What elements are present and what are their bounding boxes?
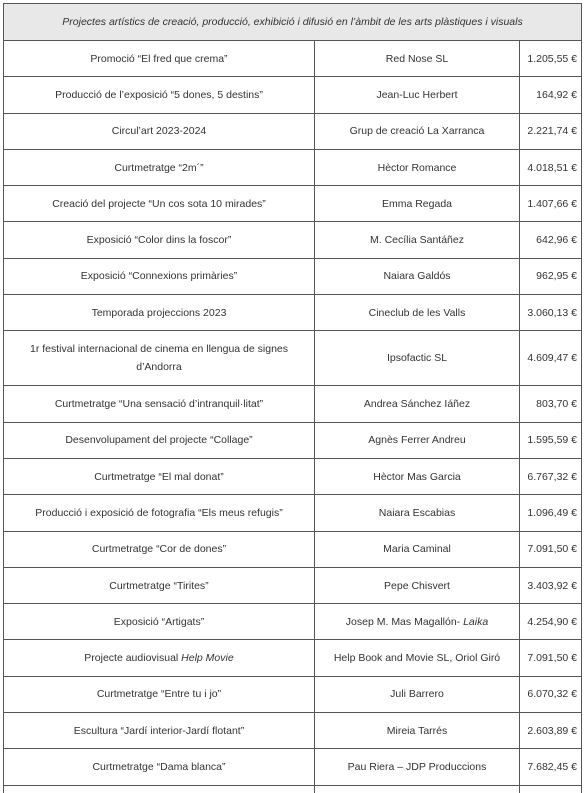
project-name: Projecte audiovisual [84,652,181,664]
beneficiary-name: Grup de creació La Xarranca [350,125,485,137]
project-name: Temporada projeccions 2023 [92,307,227,319]
table-row [4,41,582,77]
table-header: Projectes artístics de creació, producció, exhibició i difusió en l’àmbit de les arts plàstiques i visuals [4,4,582,41]
project-cell [4,713,315,749]
project-name: Escultura “Jardí interior-Jardí flotant” [74,725,244,737]
amount-cell: 1.205,55 € [520,41,582,77]
beneficiary-cell [315,113,520,149]
beneficiary-name: Naiara Galdós [383,270,450,282]
table-row [4,77,582,113]
project-cell [4,604,315,640]
amount-cell: 962,95 € [520,258,582,294]
beneficiary-cell [315,495,520,531]
beneficiary-name: Maria Caminal [383,543,451,555]
beneficiary-cell [315,41,520,77]
amount-cell: 3.403,92 € [520,567,582,603]
project-name: Curtmetratge “Entre tu i jo” [97,688,221,700]
project-cell [4,458,315,494]
project-cell [4,295,315,331]
project-name: Producció de l’exposició “5 dones, 5 destins” [55,89,263,101]
beneficiary-name: Andrea Sánchez Iáñez [364,398,470,410]
project-cell [4,749,315,785]
table-row [4,604,582,640]
project-name: Curtmetratge “Tirites” [109,580,208,592]
table-row [4,640,582,676]
beneficiary-name: Pau Riera – JDP Produccions [348,761,487,773]
beneficiary-name: M. Cecília Santáñez [370,234,464,246]
table-row [4,222,582,258]
project-cell [4,258,315,294]
project-cell [4,495,315,531]
project-name: Curtmetratge “Cor de dones” [92,543,226,555]
amount-cell: 642,96 € [520,222,582,258]
beneficiary-cell [315,422,520,458]
beneficiary-cell [315,749,520,785]
table-row [4,258,582,294]
amount-cell: 1.595,59 € [520,422,582,458]
beneficiary-cell [315,222,520,258]
project-cell [4,77,315,113]
amount-cell: 1.096,49 € [520,495,582,531]
beneficiary-cell [315,713,520,749]
project-cell [4,386,315,422]
beneficiary-name: Hèctor Romance [378,162,457,174]
beneficiary-cell [315,186,520,222]
project-cell [4,149,315,185]
project-name: Curtmetratge “2m´” [114,162,203,174]
project-name: Exposició “Artigats” [114,616,204,628]
project-cell [4,422,315,458]
table-row [4,531,582,567]
beneficiary-name: Agnès Ferrer Andreu [368,434,465,446]
beneficiary-cell [315,386,520,422]
project-name: Promoció “El fred que crema” [90,53,227,65]
table-row [4,749,582,785]
project-cell [4,113,315,149]
beneficiary-name: Ipsofactic SL [387,352,447,364]
project-title-italic: Help Movie [181,652,234,664]
amount-cell: 164,92 € [520,77,582,113]
project-name: Curtmetratge “Dama blanca” [92,761,225,773]
table-row [4,422,582,458]
project-name: Desenvolupament del projecte “Collage” [65,434,252,446]
table-header-row [4,4,582,41]
beneficiary-name: Pepe Chisvert [384,580,450,592]
table-row [4,295,582,331]
project-name: Curtmetratge “Una sensació d’intranquil·litat” [55,398,263,410]
project-cell [4,640,315,676]
beneficiary-name: Juli Barrero [390,688,444,700]
amount-cell: 1.407,66 € [520,186,582,222]
beneficiary-cell [315,640,520,676]
beneficiary-cell [315,567,520,603]
amount-cell: 2.603,89 € [520,713,582,749]
beneficiary-alias-italic: Laika [463,616,488,628]
table-row [4,331,582,386]
amount-cell: 803,70 € [520,386,582,422]
beneficiary-name: Cineclub de les Valls [369,307,466,319]
project-cell [4,567,315,603]
project-name: Exposició “Color dins la foscor” [87,234,232,246]
empty-cell [315,785,520,793]
table-row [4,186,582,222]
project-name: Producció i exposició de fotografia “Els meus refugis” [35,507,282,519]
beneficiary-cell [315,258,520,294]
beneficiary-name: Mireia Tarrés [387,725,448,737]
beneficiary-name: Red Nose SL [386,53,448,65]
beneficiary-name: Hèctor Mas Garcia [373,471,461,483]
amount-cell: 6.767,32 € [520,458,582,494]
project-name: Exposició “Connexions primàries” [81,270,237,282]
amount-cell: 4.018,51 € [520,149,582,185]
amount-cell: 3.060,13 € [520,295,582,331]
beneficiary-cell [315,604,520,640]
project-name: Circul’art 2023-2024 [112,125,207,137]
beneficiary-name: Jean-Luc Herbert [376,89,457,101]
project-name: Creació del projecte “Un cos sota 10 mirades” [52,198,266,210]
beneficiary-name: Emma Regada [382,198,452,210]
beneficiary-name: Help Book and Movie SL, Oriol Giró [334,652,500,664]
empty-cell [4,785,315,793]
beneficiary-cell [315,331,520,386]
table-row [4,676,582,712]
project-cell [4,222,315,258]
amount-cell: 4.254,90 € [520,604,582,640]
table-body [4,41,582,793]
beneficiary-cell [315,149,520,185]
amount-cell: 7.091,50 € [520,531,582,567]
table-row-partial [4,785,582,793]
empty-cell [520,785,582,793]
table-row [4,567,582,603]
beneficiary-name: Naiara Escabias [379,507,455,519]
amount-cell: 7.682,45 € [520,749,582,785]
table-row [4,113,582,149]
project-name: Curtmetratge “El mal donat” [94,471,224,483]
table-row [4,386,582,422]
beneficiary-cell [315,676,520,712]
amount-cell: 2.221,74 € [520,113,582,149]
project-cell [4,676,315,712]
table-row [4,458,582,494]
table-row [4,149,582,185]
project-cell [4,331,315,386]
beneficiary-cell [315,458,520,494]
project-cell [4,531,315,567]
project-cell [4,41,315,77]
beneficiary-cell [315,531,520,567]
project-cell [4,186,315,222]
amount-cell: 4.609,47 € [520,331,582,386]
table-row [4,713,582,749]
table-row [4,495,582,531]
project-name: 1r festival internacional de cinema en llengua de signes d’Andorra [30,343,288,373]
grants-table [3,3,582,793]
beneficiary-cell [315,295,520,331]
amount-cell: 7.091,50 € [520,640,582,676]
amount-cell: 6.070,32 € [520,676,582,712]
beneficiary-cell [315,77,520,113]
beneficiary-name: Josep M. Mas Magallón- [346,616,463,628]
